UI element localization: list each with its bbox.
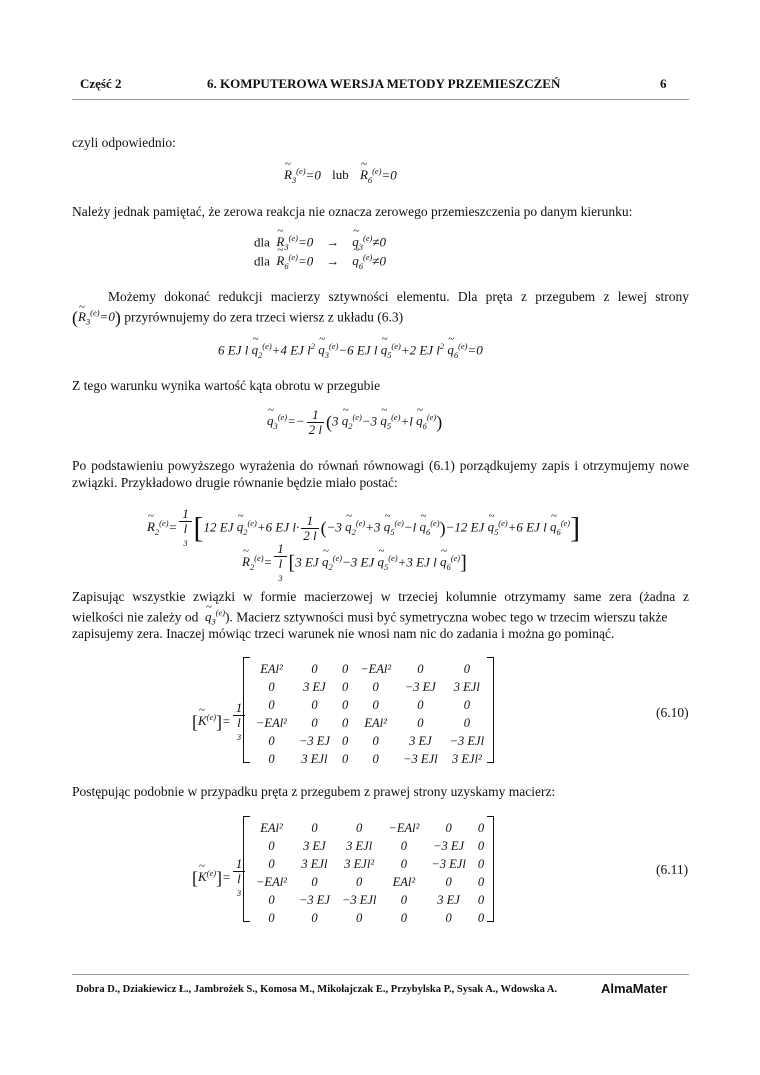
header-chapter: 6. KOMPUTEROWA WERSJA METODY PRZEMIESZCZEŃ xyxy=(207,76,561,91)
matrix-cell: 0 xyxy=(477,892,485,907)
equation-r2-expanded: ~ $R_2^{(e)}=$ 1 l 3 [12 EJ ~ $q_2^{(e)}+6$ EJ l· $\frac{1}{2 l}$ (−3 ~ $q_2^{(e)}+3$ ~ $q_5^{(e)}-l$ ~ $q_6^{(e)})-12$ EJ ~ $q_5^{(e)}+6$ EJ l ~ $q_6^{(e)}$] xyxy=(147,507,580,550)
equation-or-word: lub xyxy=(332,167,349,183)
matrix-row xyxy=(250,855,490,873)
matrix-cell: 0 xyxy=(341,661,349,676)
paragraph-3-line-2-text: przyrównujemy do zera trzeci wiersz z układu (6.3) xyxy=(124,309,404,325)
matrix-row xyxy=(250,714,490,732)
matrix-row xyxy=(250,909,490,927)
matrix-cell: 0 xyxy=(356,820,363,835)
matrix-cell: 0 xyxy=(372,679,379,694)
matrix-cell: 0 xyxy=(463,715,470,730)
matrix-611-lhs: [~ $K^{(e)}]=$ 1 l 3 xyxy=(192,857,247,900)
matrix-cell: −EAl² xyxy=(256,874,287,889)
matrix-cell: EAl² xyxy=(260,661,283,676)
matrix-cell: 3 EJ xyxy=(303,679,326,694)
paragraph-6-line-2: wielkości nie zależy od ~ $q_3^{(e)}$). Macierz sztywności musi być symetryczna wobec tego w trzecim wierszu także xyxy=(72,604,667,632)
matrix-cell: 0 xyxy=(372,697,379,712)
matrix-row xyxy=(250,750,490,768)
paragraph-6-line-3: zapisujemy zera. Inaczej mówiąc trzeci warunek nie wnosi nam nic do zadania i można go pominąć. xyxy=(72,626,615,641)
matrix-cell: −EAl² xyxy=(256,715,287,730)
equation-dla-row-1: dla ~ $R_3^{(e)}=0$ → ~ $q_3^{(e)}\ne 0$ xyxy=(254,233,386,252)
matrix-cell: 0 xyxy=(268,697,275,712)
matrix-cell: 0 xyxy=(400,856,407,871)
dla-label: dla xyxy=(254,253,270,269)
matrix-cell: 0 xyxy=(477,838,485,853)
matrix-cell: 3 EJl xyxy=(301,751,328,766)
matrix-cell: 3 EJl xyxy=(301,856,328,871)
paragraph-1: czyli odpowiednio: xyxy=(72,135,176,150)
equation-zero-reactions: ~ $R_3^{(e)}=0$ lub ~ $R_6^{(e)}=0$ xyxy=(284,166,397,185)
dla-label: dla xyxy=(254,234,270,250)
paragraph-4: Z tego warunku wynika wartość kąta obrotu w przegubie xyxy=(72,378,381,393)
matrix-cell: −3 EJ xyxy=(433,838,465,853)
matrix-cell: 0 xyxy=(268,910,275,925)
matrix-cell: 0 xyxy=(341,697,349,712)
matrix-cell: EAl² xyxy=(260,820,283,835)
footer-authors: Dobra D., Dziakiewicz Ł., Jambrożek S., Komosa M., Mikołajczak E., Przybylska P., Sysak A., Wdowska A. xyxy=(76,984,558,995)
matrix-cell: −3 EJl xyxy=(431,856,466,871)
matrix-cell: 0 xyxy=(311,661,318,676)
paragraph-3-line-1: Możemy dokonać redukcji macierzy sztywności elementu. Dla pręta z przegubem z lewej strony xyxy=(108,289,689,304)
matrix-610-left-bracket xyxy=(243,657,250,763)
paragraph-6-line-1: Zapisując wszystkie związki w formie macierzowej w trzeciej kolumnie otrzymamy same zera (żadna z xyxy=(72,589,689,604)
matrix-cell: 0 xyxy=(311,715,318,730)
matrix-cell: 0 xyxy=(445,820,452,835)
matrix-cell: −3 EJl xyxy=(449,733,485,748)
matrix-row xyxy=(250,891,490,909)
footer-logo: AlmaMater xyxy=(601,981,668,996)
matrix-cell: 0 xyxy=(341,733,349,748)
matrix-row xyxy=(250,696,490,714)
equation-r2-reduced: ~ $R_2^{(e)}=$ 1 l 3 [3 EJ ~ $q_2^{(e)}-3$ EJ ~ $q_5^{(e)}+3$ EJ l ~ $q_6^{(e)}$] xyxy=(242,542,467,585)
matrix-cell: −3 EJl xyxy=(403,751,438,766)
matrix-cell: 0 xyxy=(463,661,470,676)
header-part: Część 2 xyxy=(80,76,122,91)
matrix-cell: 0 xyxy=(400,892,407,907)
matrix-cell: 3 EJl² xyxy=(451,751,482,766)
matrix-cell: 0 xyxy=(445,910,452,925)
matrix-cell: 0 xyxy=(400,838,407,853)
matrix-cell: 3 EJl xyxy=(453,679,480,694)
matrix-cell: −3 EJ xyxy=(298,733,330,748)
matrix-cell: 0 xyxy=(341,751,349,766)
matrix-cell: 0 xyxy=(341,715,349,730)
matrix-cell: 0 xyxy=(477,910,485,925)
paragraph-3-line-2: (~ $R_3^{(e)}=0$) przyrównujemy do zera trzeci wiersz z układu (6.3) xyxy=(72,304,403,332)
paragraph-5-line-1: Po podstawieniu powyższego wyrażenia do równań równowagi (6.1) porządkujemy zapis i otrzymujemy nowe xyxy=(72,458,689,473)
header-page-number: 6 xyxy=(660,76,667,91)
matrix-cell: 0 xyxy=(417,715,424,730)
matrix-cell: 0 xyxy=(477,820,485,835)
paragraph-6-line-2b: ). Macierz sztywności musi być symetryczna wobec tego w trzecim wierszu także xyxy=(225,609,668,625)
matrix-cell: 0 xyxy=(341,679,349,694)
matrix-611 xyxy=(250,819,490,927)
matrix-cell: 0 xyxy=(417,697,424,712)
matrix-cell: EAl² xyxy=(364,715,387,730)
matrix-cell: 0 xyxy=(463,697,470,712)
matrix-cell: 3 EJl xyxy=(346,838,373,853)
header-rule xyxy=(72,99,689,100)
equation-dla-row-2: dla ~ $R_6^{(e)}=0$ → ~ $q_6^{(e)}\ne 0$ xyxy=(254,252,386,271)
matrix-cell: 0 xyxy=(477,856,485,871)
matrix-cell: 0 xyxy=(268,838,275,853)
matrix-cell: 0 xyxy=(311,820,318,835)
footer-rule xyxy=(72,974,689,975)
paragraph-6-line-2a: wielkości nie zależy od xyxy=(72,609,199,625)
matrix-cell: −3 EJl xyxy=(341,892,377,907)
paragraph-7: Postępując podobnie w przypadku pręta z przegubem z prawej strony uzyskamy macierz: xyxy=(72,784,556,799)
paragraph-5-line-2: związki. Przykładowo drugie równanie będzie miało postać: xyxy=(72,475,398,490)
matrix-cell: 0 xyxy=(311,874,318,889)
matrix-610 xyxy=(250,660,490,768)
matrix-cell: 0 xyxy=(445,874,452,889)
equation-label-610: (6.10) xyxy=(656,705,689,720)
equation-hinge-rotation: ~ $q_3^{(e)}=-$ $\frac{1}{2 l}$ (3 ~ $q_2^{(e)}-3$ ~ $q_5^{(e)}+l$ ~ $q_6^{(e)}$) xyxy=(267,408,442,437)
matrix-cell: 0 xyxy=(477,874,485,889)
matrix-row xyxy=(250,678,490,696)
matrix-cell: −EAl² xyxy=(388,820,420,835)
matrix-cell: 0 xyxy=(400,910,407,925)
matrix-cell: 0 xyxy=(311,697,318,712)
matrix-cell: −3 EJ xyxy=(298,892,330,907)
matrix-cell: EAl² xyxy=(392,874,416,889)
matrix-cell: 3 EJ xyxy=(437,892,460,907)
equation-label-611: (6.11) xyxy=(656,862,689,877)
matrix-cell: −3 EJ xyxy=(404,679,436,694)
matrix-row xyxy=(250,660,490,678)
matrix-cell: 3 EJl² xyxy=(344,856,375,871)
matrix-cell: 3 EJ xyxy=(409,733,432,748)
paragraph-2: Należy jednak pamiętać, że zerowa reakcja nie oznacza zerowego przemieszczenia po danym kierunku: xyxy=(72,204,633,219)
matrix-cell: 0 xyxy=(268,679,275,694)
matrix-cell: 0 xyxy=(268,892,275,907)
matrix-cell: 0 xyxy=(372,751,379,766)
matrix-cell: 0 xyxy=(356,874,363,889)
matrix-cell: 0 xyxy=(311,910,318,925)
matrix-row xyxy=(250,873,490,891)
matrix-cell: 0 xyxy=(417,661,424,676)
matrix-cell: 0 xyxy=(372,733,379,748)
matrix-cell: 0 xyxy=(268,856,275,871)
matrix-cell: 3 EJ xyxy=(303,838,326,853)
matrix-row xyxy=(250,732,490,750)
matrix-610-lhs: [~ $K^{(e)}]=$ 1 l 3 xyxy=(192,701,247,744)
matrix-cell: 0 xyxy=(356,910,363,925)
matrix-611-left-bracket xyxy=(243,816,250,922)
matrix-row xyxy=(250,837,490,855)
matrix-cell: 0 xyxy=(268,751,275,766)
matrix-row xyxy=(250,819,490,837)
matrix-cell: −EAl² xyxy=(360,661,392,676)
equation-third-row: 6 EJ l ~ $q_2^{(e)}+4$ EJ $l^2$ ~ $q_3^{(e)}-6$ EJ l ~ $q_5^{(e)}+2$ EJ $l^2$ ~ $q_6^{(e)}=0$ xyxy=(218,341,483,360)
matrix-cell: 0 xyxy=(268,733,275,748)
